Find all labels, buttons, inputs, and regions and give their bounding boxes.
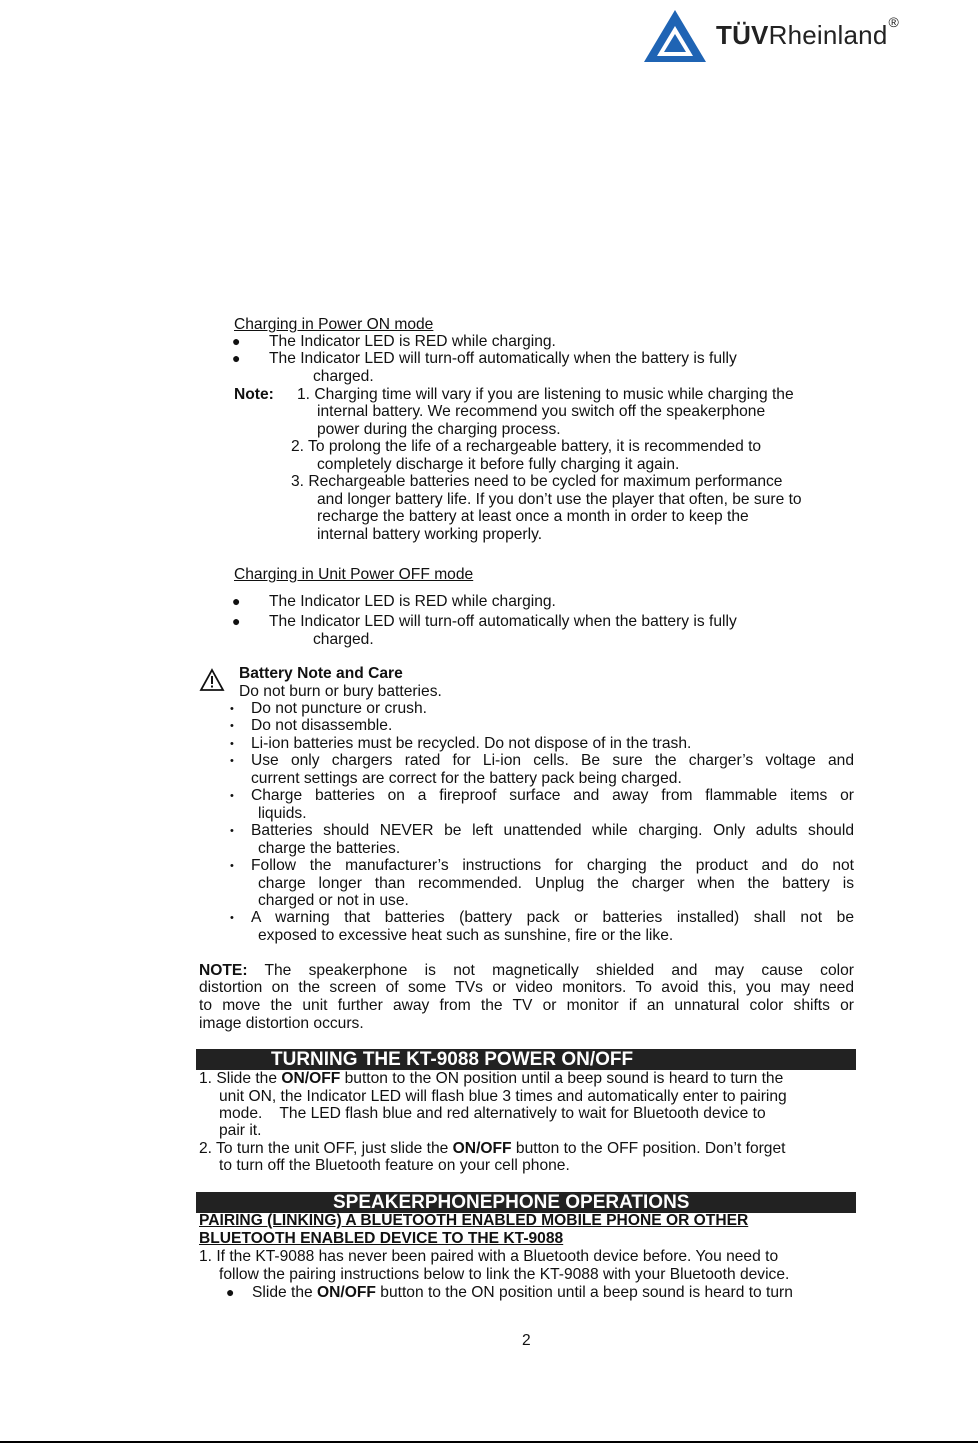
bullet-icon: ● [232, 613, 241, 629]
note-3: 3. Rechargeable batteries need to be cycled for maximum performance [291, 473, 783, 490]
battery-item-3: Li-ion batteries must be recycled. Do not dispose of in the trash. [251, 735, 692, 752]
pairing-step-1: 1. If the KT-9088 has never been paired with a Bluetooth device before. You need to [199, 1248, 779, 1265]
power-off-bullet-2: The Indicator LED will turn-off automatically when the battery is fully [269, 613, 737, 630]
bullet-icon: • [230, 860, 234, 872]
bullet-icon: • [230, 720, 234, 732]
battery-item-2: Do not disassemble. [251, 717, 393, 734]
power-on-bullet-2-cont: charged. [313, 368, 374, 385]
battery-line-0: Do not burn or bury batteries. [239, 683, 442, 700]
power-on-bullet-1: The Indicator LED is RED while charging. [269, 333, 556, 350]
bullet-icon: ● [226, 1284, 235, 1300]
battery-heading: Battery Note and Care [239, 665, 403, 682]
turning-power-banner [196, 1049, 856, 1070]
battery-item-5-cont: liquids. [258, 805, 307, 822]
bullet-icon: • [230, 825, 234, 837]
tuv-rheinland-logo [642, 6, 952, 66]
battery-item-5: Charge batteries on a fireproof surface and away from flammable items or [251, 787, 854, 804]
note-3-cont: and longer battery life. If you don’t use the player that often, be sure to [317, 491, 802, 508]
note-3-cont: internal battery working properly. [317, 526, 543, 543]
note-paragraph-line-1: NOTE: The speakerphone is not magnetically shielded and may cause color [199, 962, 854, 979]
battery-item-6: Batteries should NEVER be left unattended while charging. Only adults should [251, 822, 854, 839]
bullet-icon: ● [232, 593, 241, 609]
power-on-bullet-2: The Indicator LED will turn-off automatically when the battery is fully [269, 350, 737, 367]
battery-item-4-cont: current settings are correct for the battery pack being charged. [251, 770, 682, 787]
turning-step-1: 1. Slide the ON/OFF button to the ON position until a beep sound is heard to turn the [199, 1070, 784, 1087]
power-on-heading: Charging in Power ON mode [234, 316, 434, 333]
power-off-heading: Charging in Unit Power OFF mode [234, 566, 474, 583]
turning-step-1-cont: mode. The LED flash blue and red alternatively to wait for Bluetooth device to [219, 1105, 766, 1122]
note-label: Note: [234, 386, 274, 403]
speakerphone-operations-banner-title: SPEAKERPHONEPHONE OPERATIONS [333, 1192, 690, 1213]
turning-step-1-cont: pair it. [219, 1122, 262, 1139]
bullet-icon: • [230, 738, 234, 750]
bullet-icon: • [230, 755, 234, 767]
battery-item-6-cont: charge the batteries. [258, 840, 401, 857]
bullet-icon: ● [232, 333, 241, 349]
page-number: 2 [522, 1332, 531, 1349]
pairing-heading-cont: BLUETOOTH ENABLED DEVICE TO THE KT-9088 [199, 1230, 564, 1247]
note-2: 2. To prolong the life of a rechargeable battery, it is recommended to [291, 438, 762, 455]
note-1: 1. Charging time will vary if you are listening to music while charging the [297, 386, 794, 403]
logo-wordmark: TÜVRheinland® [716, 14, 900, 50]
turning-step-1-cont: unit ON, the Indicator LED will flash blue 3 times and automatically enter to pairing [219, 1088, 787, 1105]
turning-power-banner-title: TURNING THE KT-9088 POWER ON/OFF [271, 1049, 634, 1070]
note-2-cont: completely discharge it before fully charging it again. [317, 456, 680, 473]
note-1-cont: internal battery. We recommend you switch off the speakerphone [317, 403, 766, 420]
note-paragraph-line-4: image distortion occurs. [199, 1015, 364, 1032]
note-3-cont: recharge the battery at least once a month in order to keep the [317, 508, 749, 525]
speakerphone-operations-banner [196, 1192, 856, 1213]
battery-item-1: Do not puncture or crush. [251, 700, 427, 717]
power-off-bullet-1: The Indicator LED is RED while charging. [269, 593, 556, 610]
battery-item-8-cont: exposed to excessive heat such as sunshine, fire or the like. [258, 927, 674, 944]
battery-item-8: A warning that batteries (battery pack or batteries installed) shall not be [251, 909, 854, 926]
power-off-bullet-2-cont: charged. [313, 631, 374, 648]
turning-step-2: 2. To turn the unit OFF, just slide the ON/OFF button to the OFF position. Don’t forget [199, 1140, 786, 1157]
pairing-bullet: Slide the ON/OFF button to the ON position until a beep sound is heard to turn [252, 1284, 793, 1301]
note-1-cont: power during the charging process. [317, 421, 561, 438]
bullet-icon: • [230, 703, 234, 715]
bullet-icon: • [230, 790, 234, 802]
battery-item-7-cont: charge longer than recommended. Unplug the charger when the battery is [258, 875, 854, 892]
battery-item-4: Use only chargers rated for Li-ion cells. Be sure the charger’s voltage and [251, 752, 854, 769]
warning-triangle-icon [199, 668, 225, 692]
battery-item-7-cont: charged or not in use. [258, 892, 409, 909]
bullet-icon: ● [232, 350, 241, 366]
note-paragraph-line-2: distortion on the screen of some TVs or video monitors. To avoid this, you may need [199, 979, 854, 996]
note-paragraph-line-3: to move the unit further away from the TV or monitor if an unnatural color shifts or [199, 997, 854, 1014]
page-bottom-rule [0, 1441, 978, 1443]
bullet-icon: • [230, 912, 234, 924]
battery-item-7: Follow the manufacturer’s instructions for charging the product and do not [251, 857, 854, 874]
pairing-heading: PAIRING (LINKING) A BLUETOOTH ENABLED MOBILE PHONE OR OTHER [199, 1212, 749, 1229]
tuv-triangle-logo-icon [642, 8, 708, 64]
pairing-step-1-cont: follow the pairing instructions below to link the KT-9088 with your Bluetooth device. [219, 1266, 790, 1283]
turning-step-2-cont: to turn off the Bluetooth feature on your cell phone. [219, 1157, 570, 1174]
